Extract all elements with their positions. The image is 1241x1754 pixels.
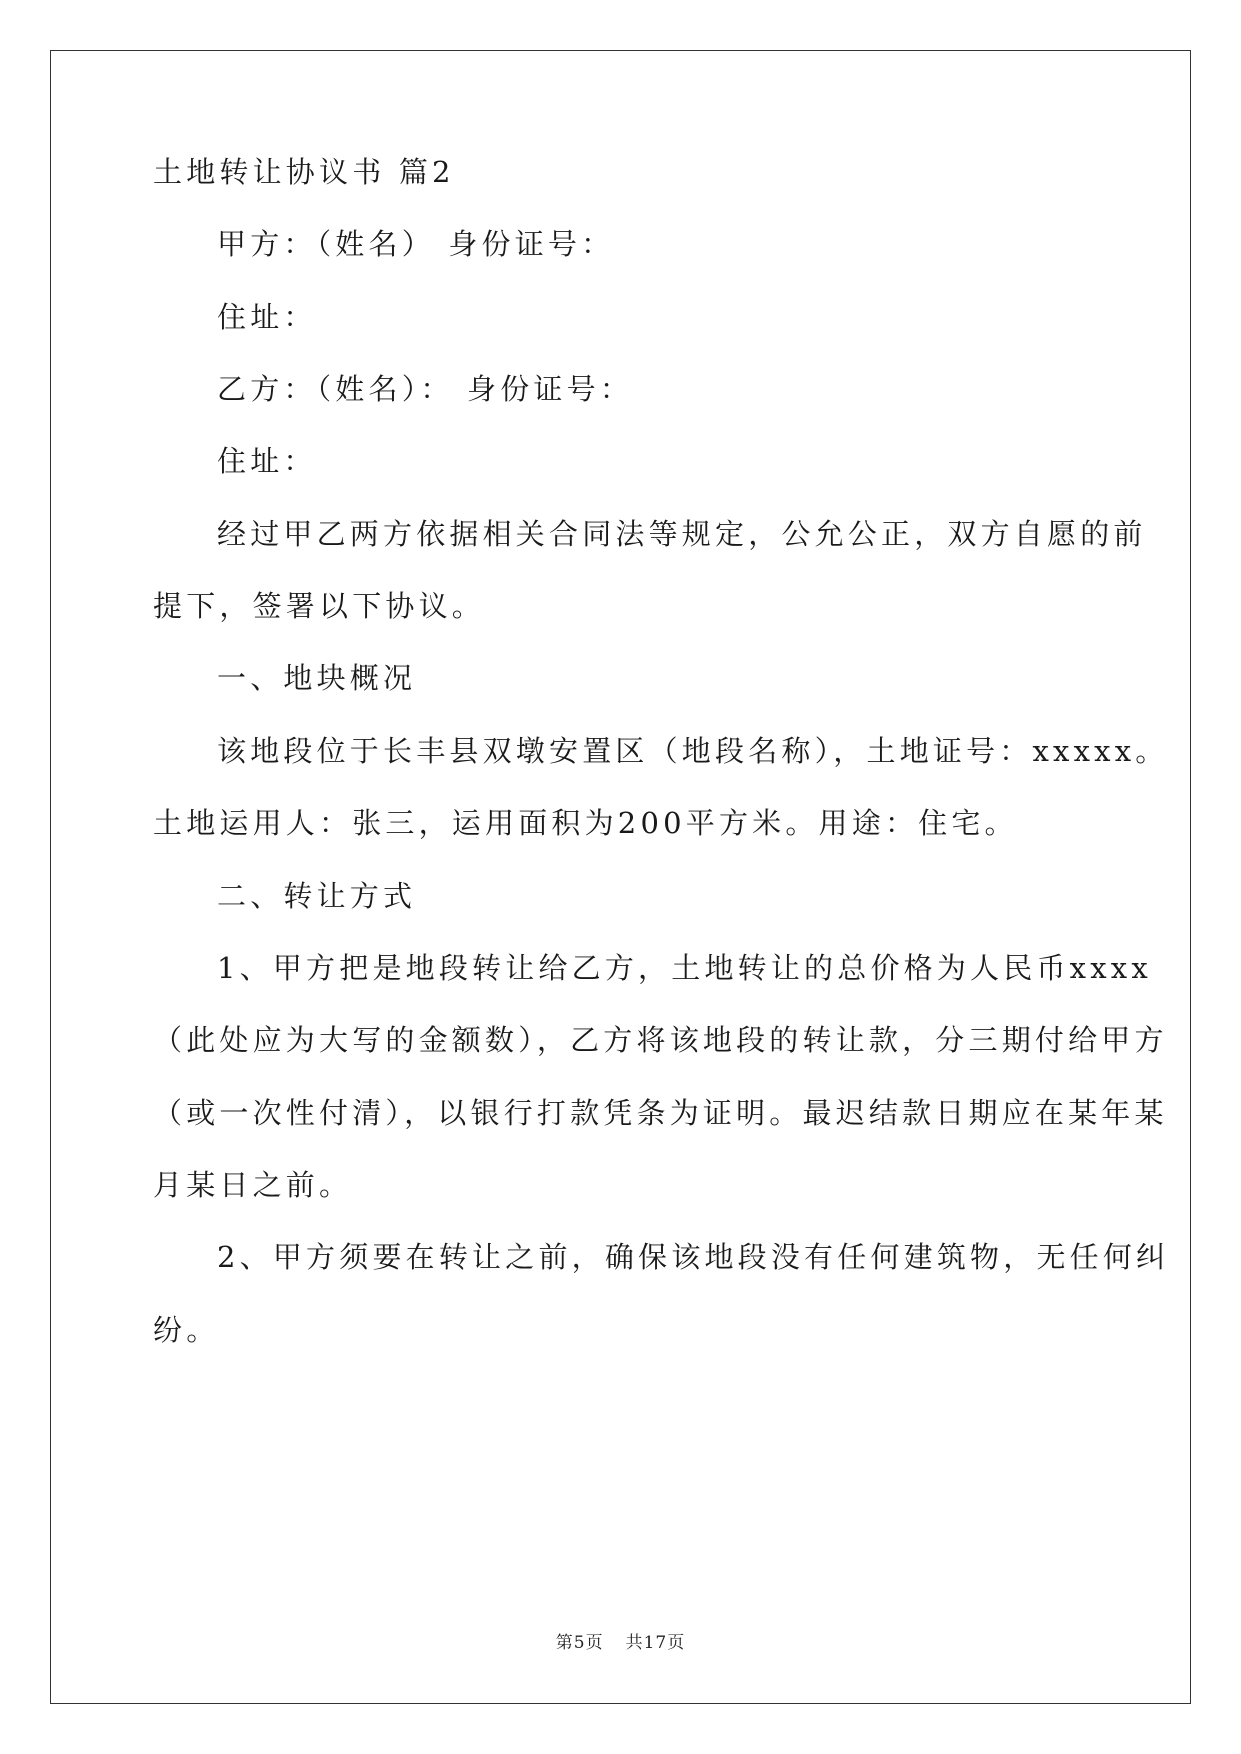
document-title: 土地转让协议书 篇2 xyxy=(153,155,455,189)
transfer-clause-1-line-2: （此处应为大写的金额数），乙方将该地段的转让款，分三期付给甲方 xyxy=(153,1023,1168,1057)
transfer-clause-1-line-1: 1、甲方把是地段转让给乙方，土地转让的总价格为人民币xxxx xyxy=(217,951,1152,985)
land-overview-line-2: 土地运用人：张三，运用面积为200平方米。用途：住宅。 xyxy=(153,806,1018,840)
transfer-clause-1-line-4: 月某日之前。 xyxy=(153,1168,353,1202)
current-page-number: 第5页 xyxy=(555,1633,604,1653)
section-heading-2: 二、转让方式 xyxy=(217,879,417,913)
party-b-name-line: 乙方：（姓名）： 身份证号： xyxy=(217,372,634,406)
transfer-clause-2-line-1: 2、甲方须要在转让之前，确保该地段没有任何建筑物，无任何纠 xyxy=(217,1240,1170,1274)
preamble-line-1: 经过甲乙两方依据相关合同法等规定，公允公正，双方自愿的前 xyxy=(217,517,1147,551)
party-b-address-line: 住址： xyxy=(217,444,317,478)
land-overview-line-1: 该地段位于长丰县双墩安置区（地段名称），土地证号：xxxxx。 xyxy=(217,734,1169,768)
section-heading-1: 一、地块概况 xyxy=(217,661,417,695)
transfer-clause-2-line-2: 纷。 xyxy=(153,1313,220,1347)
party-a-name-line: 甲方：（姓名） 身份证号： xyxy=(217,227,615,261)
transfer-clause-1-line-3: （或一次性付清），以银行打款凭条为证明。最迟结款日期应在某年某 xyxy=(153,1096,1168,1130)
party-a-address-line: 住址： xyxy=(217,300,317,334)
preamble-line-2: 提下，签署以下协议。 xyxy=(153,589,486,623)
page-footer xyxy=(0,1628,1241,1653)
total-page-count: 共17页 xyxy=(625,1633,686,1653)
